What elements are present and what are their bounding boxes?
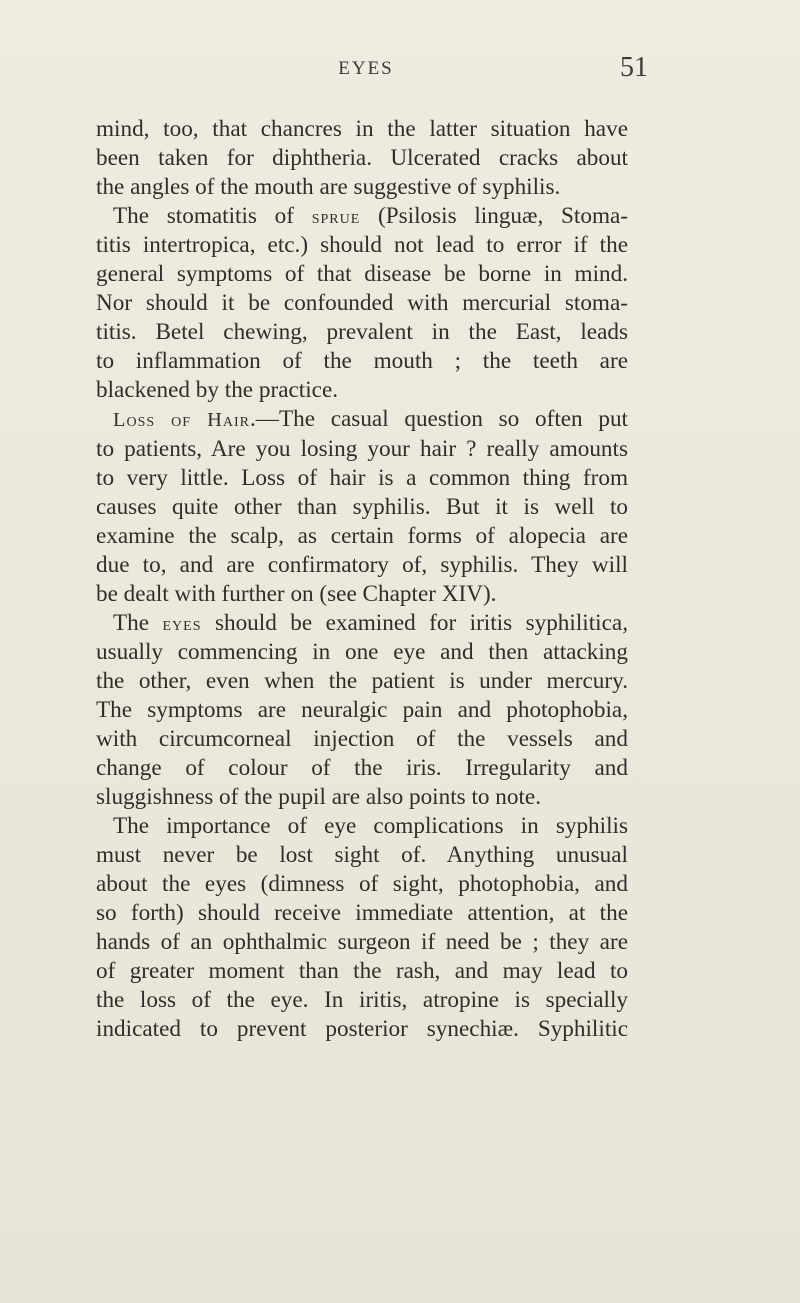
text-line: blackened by the practice. [96, 377, 339, 404]
text-line: The symptoms are neuralgic pain and photophobia, [96, 696, 628, 723]
text-run: (Psilosis linguæ, Stoma- [360, 203, 628, 230]
text-line: indicated to prevent posterior synechiæ. Syphilitic [96, 1016, 628, 1043]
text-line [96, 609, 628, 638]
text-line: to patients, Are you losing your hair ? really amounts [96, 435, 628, 462]
text-line: of greater moment than the rash, and may lead to [96, 958, 628, 985]
small-caps-term: sprue [311, 206, 361, 229]
page-number: 51 [620, 52, 648, 83]
paragraph [96, 405, 628, 608]
text-line: titis intertropica, etc.) should not lead to error if the [96, 232, 628, 259]
text-line: be dealt with further on (see Chapter XIV). [96, 580, 497, 607]
text-line: hands of an ophthalmic surgeon if need be ; they are [96, 929, 628, 956]
text-line: the angles of the mouth are suggestive of syphilis. [96, 174, 561, 201]
text-line: Nor should it be confounded with mercurial stoma- [96, 290, 628, 317]
text-line [96, 405, 628, 434]
text-line: sluggishness of the pupil are also points to note. [96, 784, 542, 811]
text-line: to very little. Loss of hair is a common thing from [96, 464, 628, 491]
small-caps-term: eyes [162, 612, 202, 635]
paragraph [96, 812, 628, 1044]
text-line: examine the scalp, as certain forms of alopecia are [96, 522, 628, 549]
text-line: with circumcorneal injection of the vessels and [96, 725, 628, 752]
paragraph [96, 115, 628, 202]
paragraph [96, 202, 628, 405]
body-text [96, 115, 628, 1045]
text-line: the loss of the eye. In iritis, atropine is specially [96, 987, 628, 1014]
text-line: the other, even when the patient is under mercury. [96, 667, 628, 694]
text-line: usually commencing in one eye and then attacking [96, 638, 628, 665]
text-line: The importance of eye complications in syphilis [113, 813, 628, 840]
running-title: EYES [338, 58, 394, 79]
text-run: .—The casual question so often put [249, 406, 628, 433]
text-line: general symptoms of that disease be borne in mind. [96, 261, 628, 288]
text-line [96, 202, 628, 231]
text-line: causes quite other than syphilis. But it is well to [96, 493, 628, 520]
text-run: should be examined for iritis syphilitica, [201, 609, 628, 636]
text-line: so forth) should receive immediate attention, at the [96, 900, 628, 927]
text-line: to inflammation of the mouth ; the teeth are [96, 348, 628, 375]
small-caps-heading: Loss of Hair [113, 409, 250, 432]
text-line: change of colour of the iris. Irregularity and [96, 755, 628, 782]
text-line: been taken for diphtheria. Ulcerated cracks about [96, 145, 628, 172]
text-line: titis. Betel chewing, prevalent in the East, leads [96, 319, 628, 346]
text-line: due to, and are confirmatory of, syphilis. They will [96, 551, 628, 578]
paragraph [96, 609, 628, 812]
text-line: must never be lost sight of. Anything unusual [96, 842, 628, 869]
running-head [96, 52, 648, 98]
text-run: The [113, 609, 163, 636]
text-run: The stomatitis of [113, 203, 312, 230]
text-line: about the eyes (dimness of sight, photophobia, and [96, 871, 628, 898]
text-line: mind, too, that chancres in the latter situation have [96, 116, 628, 142]
